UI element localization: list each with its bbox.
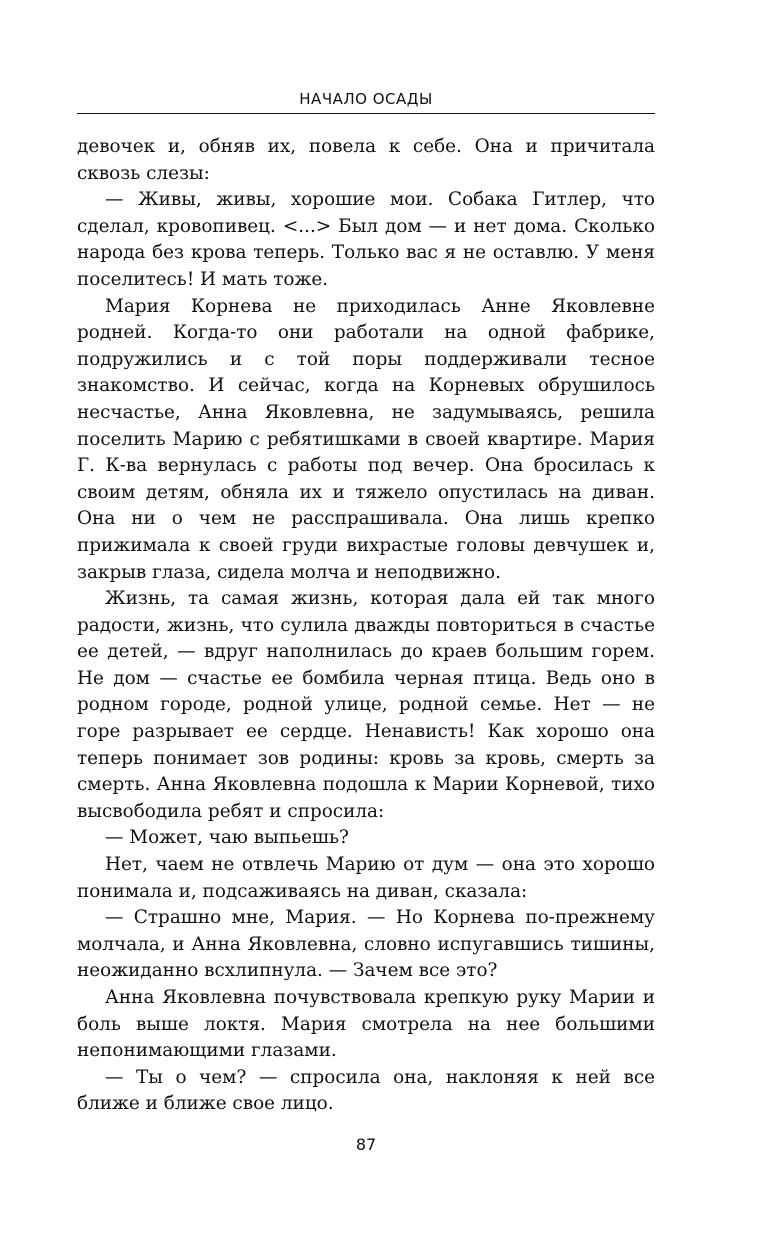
paragraph-5: — Может, чаю выпьешь?: [105, 827, 349, 849]
paragraph-4: Жизнь, та самая жизнь, которая дала ей так много радости, жизнь, что сулила дважды повториться в счастье ее детей, — вдруг наполнилась до краев большим горем. Не дом — счастье ее бомбила черная птица. Ведь оно в родном городе, родной улице, родной семье. Нет — не горе разрывает ее сердце. Ненависть! Как хорошо она теперь понимает зов родины: кровь за кровь, смерть за смерть. Анна Яковлевна подошла к Марии Корневой, тихо высвободила ребят и спросила:: [77, 588, 655, 822]
paragraph-2: — Живы, живы, хорошие мои. Собака Гитлер, что сделал, кровопивец. <...> Был дом — и нет дома. Сколько народа без крова теперь. Только вас я не оставлю. У меня поселитесь! И мать тоже.: [77, 189, 655, 290]
paragraph-6: Нет, чаем не отвлечь Марию от дум — она это хорошо понимала и, подсаживаясь на диван, сказала:: [77, 854, 655, 902]
paragraph-7: — Страшно мне, Мария. — Но Корнева по-прежнему молчала, и Анна Яковлевна, словно испугавшись тишины, неожиданно всхлипнула. — Зачем все это?: [77, 907, 655, 982]
paragraph-9: — Ты о чем? — спросила она, наклоняя к ней все ближе и ближе свое лицо.: [77, 1066, 655, 1115]
body-text: [77, 134, 655, 1118]
paragraph-1: девочек и, обняв их, повела к себе. Она и причитала сквозь слезы:: [77, 136, 655, 184]
paragraph-8: Анна Яковлевна почувствовала крепкую руку Марии и боль выше локтя. Мария смотрела на нее большими непонимающими глазами.: [77, 987, 655, 1062]
running-head-title: НАЧАЛО ОСАДЫ: [299, 90, 433, 108]
header-rule: [77, 113, 655, 114]
page-number: 87: [355, 1135, 377, 1154]
paragraph-3: Мария Корнева не приходилась Анне Яковлевне родней. Когда-то они работали на одной фабрике, подружились и с той поры поддерживали тесное знакомство. И сейчас, когда на Корневых обрушилось несчастье, Анна Яковлевна, не задумываясь, решила поселить Марию с ребятишками в своей квартире. Мария Г. К-ва вернулась с работы под вечер. Она бросилась к своим детям, обняла их и тяжело опустилась на диван. Она ни о чем не расспрашивала. Она лишь крепко прижимала к своей груди вихрастые головы девчушек и, закрыв глаза, сидела молча и неподвижно.: [77, 295, 655, 583]
